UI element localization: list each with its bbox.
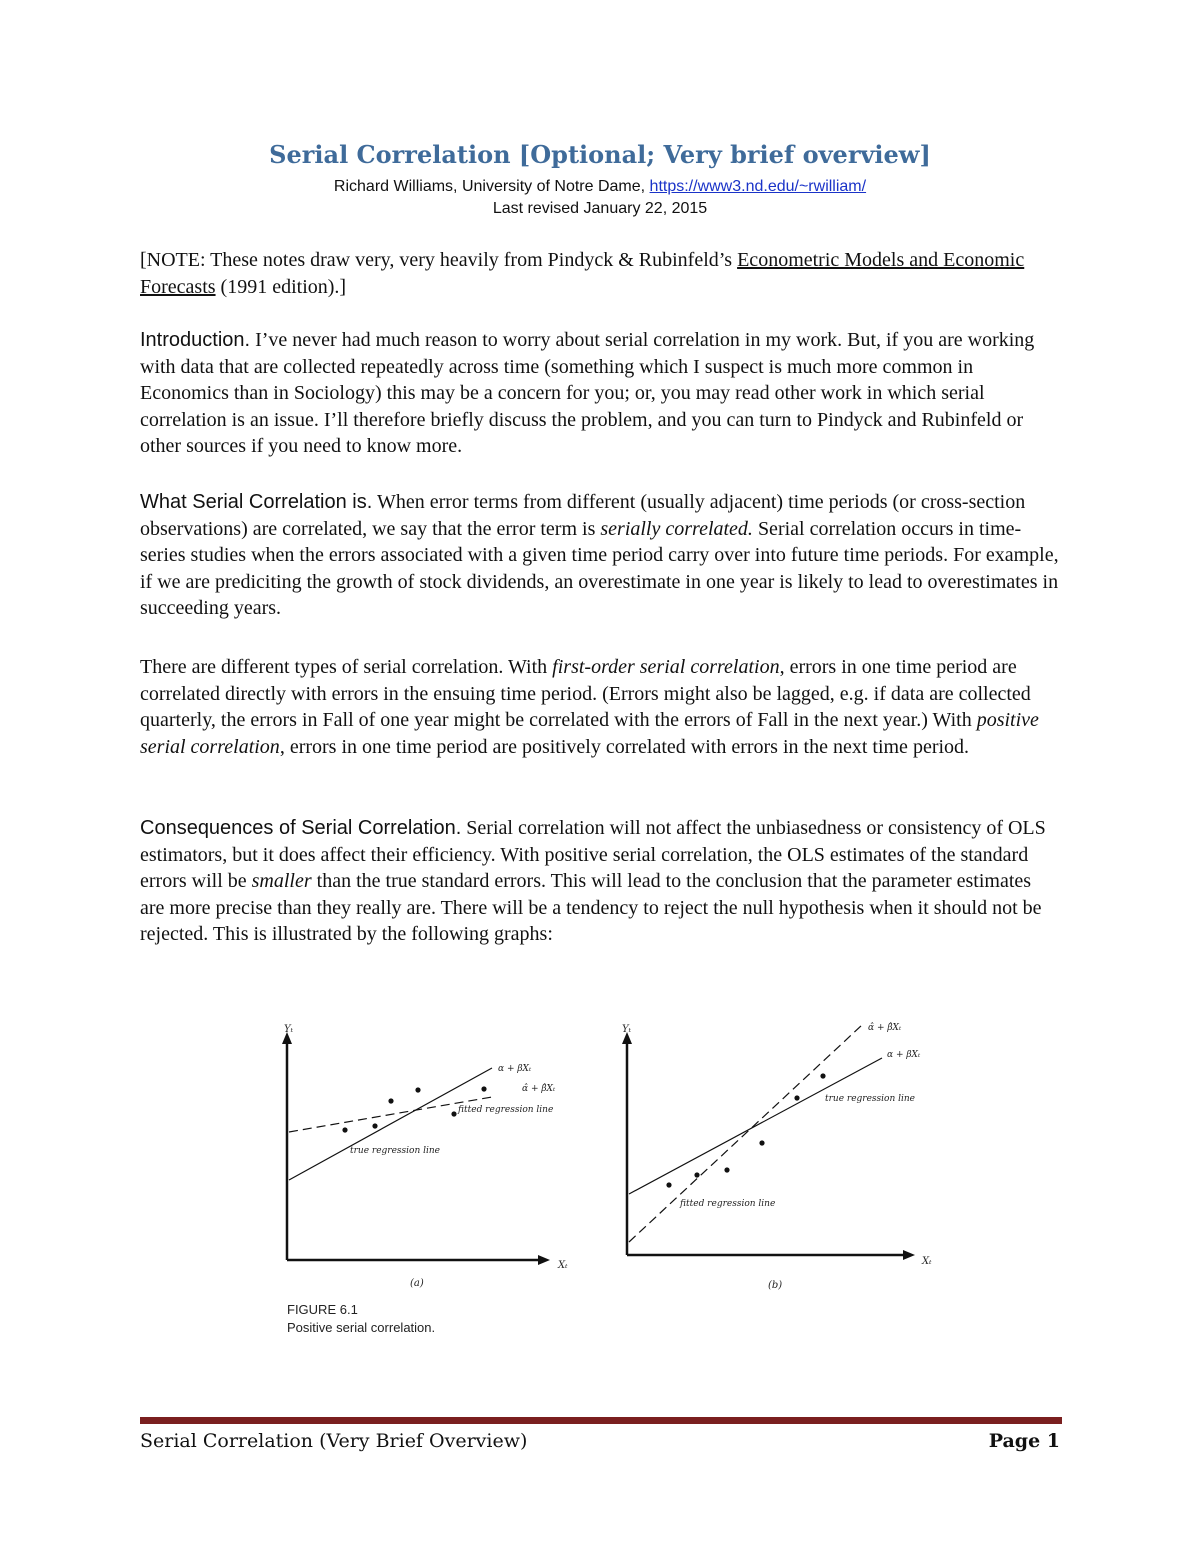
consequences-heading: Consequences of Serial Correlation. bbox=[140, 817, 462, 839]
panel-b-data-point bbox=[694, 1172, 699, 1177]
panel-b-tag: (b) bbox=[768, 1280, 783, 1291]
panel-b-x-label: Xₜ bbox=[922, 1256, 932, 1267]
consequences-text-1: Serial correlation will not affect the unbiasedness or consistency of OLS estimators, but it does affect their efficiency. With positive serial correlation, the OLS estimates of the standard errors will be bbox=[140, 817, 1046, 892]
panel-b-data-point bbox=[759, 1140, 764, 1145]
panel-a-y-label: Yₜ bbox=[284, 1024, 294, 1035]
introduction-heading: Introduction. bbox=[140, 329, 251, 351]
panel-a-data-point bbox=[451, 1111, 456, 1116]
document-title: Serial Correlation [Optional; Very brief overview] bbox=[269, 140, 931, 169]
panel-b bbox=[622, 1022, 932, 1291]
panel-b-true-line bbox=[629, 1058, 882, 1194]
types-italic-2: positive serial correlation bbox=[140, 709, 1039, 758]
footer-page-number: Page 1 bbox=[988, 1430, 1060, 1452]
note-text-post: (1991 edition).] bbox=[215, 275, 347, 298]
panel-a-data-point bbox=[372, 1123, 377, 1128]
consequences-paragraph bbox=[140, 815, 1060, 948]
revision-date: Last revised January 22, 2015 bbox=[492, 200, 708, 217]
panel-a-true-line bbox=[289, 1068, 492, 1180]
book-title: Econometric Models and Economic Forecasts bbox=[140, 249, 1025, 298]
what-is-italic: serially correlated. bbox=[600, 517, 753, 540]
author-website-link[interactable]: https://www3.nd.edu/~rwilliam/ bbox=[649, 178, 867, 195]
panel-b-y-label: Yₜ bbox=[622, 1024, 632, 1035]
panel-b-x-arrow bbox=[903, 1250, 915, 1260]
figure-caption-text: Positive serial correlation. bbox=[287, 1320, 436, 1335]
panel-b-data-point bbox=[794, 1095, 799, 1100]
panel-a-fitted-label: fitted regression line bbox=[458, 1105, 554, 1115]
panel-a-data-point bbox=[388, 1098, 393, 1103]
what-is-heading: What Serial Correlation is. bbox=[140, 491, 373, 513]
panel-b-fitted-label: fitted regression line bbox=[680, 1199, 776, 1209]
footer-title: Serial Correlation (Very Brief Overview) bbox=[140, 1430, 528, 1452]
panel-b-fitted-equation: α̂ + β̂Xₜ bbox=[868, 1023, 902, 1033]
note-paragraph bbox=[140, 247, 1060, 300]
panel-a-x-label: Xₜ bbox=[558, 1260, 568, 1271]
panel-a-true-equation: α + βXₜ bbox=[498, 1064, 532, 1074]
author-byline bbox=[0, 178, 1200, 196]
panel-b-data-point bbox=[724, 1167, 729, 1172]
consequences-text-2: than the true standard errors. This will lead to the conclusion that the parameter estimates are more precise than they really are. There will be a tendency to reject the null hypothesis when it should not be rejected. This is illustrated by the following graphs: bbox=[140, 870, 1042, 945]
author-affiliation: Richard Williams, University of Notre Dame, bbox=[333, 178, 650, 195]
panel-b-data-point bbox=[666, 1182, 671, 1187]
types-text-3: , errors in one time period are positively correlated with errors in the next time period. bbox=[279, 735, 970, 758]
types-text-1: There are different types of serial correlation. With bbox=[140, 656, 553, 678]
panel-b-true-label: true regression line bbox=[825, 1094, 915, 1104]
panel-a-true-label: true regression line bbox=[350, 1146, 440, 1156]
panel-a-data-point bbox=[415, 1087, 420, 1092]
panel-b-data-point bbox=[820, 1073, 825, 1078]
introduction-paragraph bbox=[140, 327, 1060, 460]
panel-a-x-arrow bbox=[538, 1255, 550, 1265]
panel-a bbox=[282, 1024, 568, 1289]
what-is-text-1: When error terms from different (usually adjacent) time periods (or cross-section observations) are correlated, we say that the error term is bbox=[140, 491, 1026, 540]
figure-serial-correlation bbox=[270, 1010, 970, 1340]
footer-divider bbox=[140, 1417, 1062, 1424]
panel-a-data-point bbox=[342, 1127, 347, 1132]
consequences-italic: smaller bbox=[251, 870, 312, 892]
note-text-pre: [NOTE: These notes draw very, very heavily from Pindyck & Rubinfeld’s bbox=[140, 249, 738, 271]
panel-a-tag: (a) bbox=[410, 1278, 424, 1289]
types-paragraph bbox=[140, 654, 1060, 760]
panel-a-fitted-equation: α̂ + β̂Xₜ bbox=[522, 1084, 556, 1094]
panel-a-data-point bbox=[481, 1086, 486, 1091]
types-italic-1: first-order serial correlation bbox=[552, 656, 780, 678]
types-text-2: , errors in one time period are correlated directly with errors in the ensuing time period. (Errors might also be lagged, e.g. if data are collected quarterly, the errors in Fall of one year might be correlated with the errors of Fall in the next year.) With bbox=[140, 656, 1031, 731]
what-is-paragraph bbox=[140, 489, 1060, 622]
panel-b-true-equation: α + βXₜ bbox=[887, 1050, 921, 1060]
figure-caption-title: FIGURE 6.1 bbox=[287, 1302, 358, 1317]
what-is-text-2: Serial correlation occurs in time-series studies when the errors associated with a given time period carry over into future time periods. For example, if we are prediciting the growth of stock dividends, an overestimate in one year is likely to lead to overestimates in succeeding years. bbox=[140, 517, 1059, 619]
introduction-text: I’ve never had much reason to worry about serial correlation in my work. But, if you are working with data that are collected repeatedly across time (something which I suspect is much more common in Economics than in Sociology) this may be a concern for you; or, you may read other work in which serial correlation is an issue. I’ll therefore briefly discuss the problem, and you can turn to Pindyck and Rubinfeld or other sources if you need to know more. bbox=[140, 329, 1035, 457]
panel-b-fitted-line bbox=[629, 1025, 862, 1242]
